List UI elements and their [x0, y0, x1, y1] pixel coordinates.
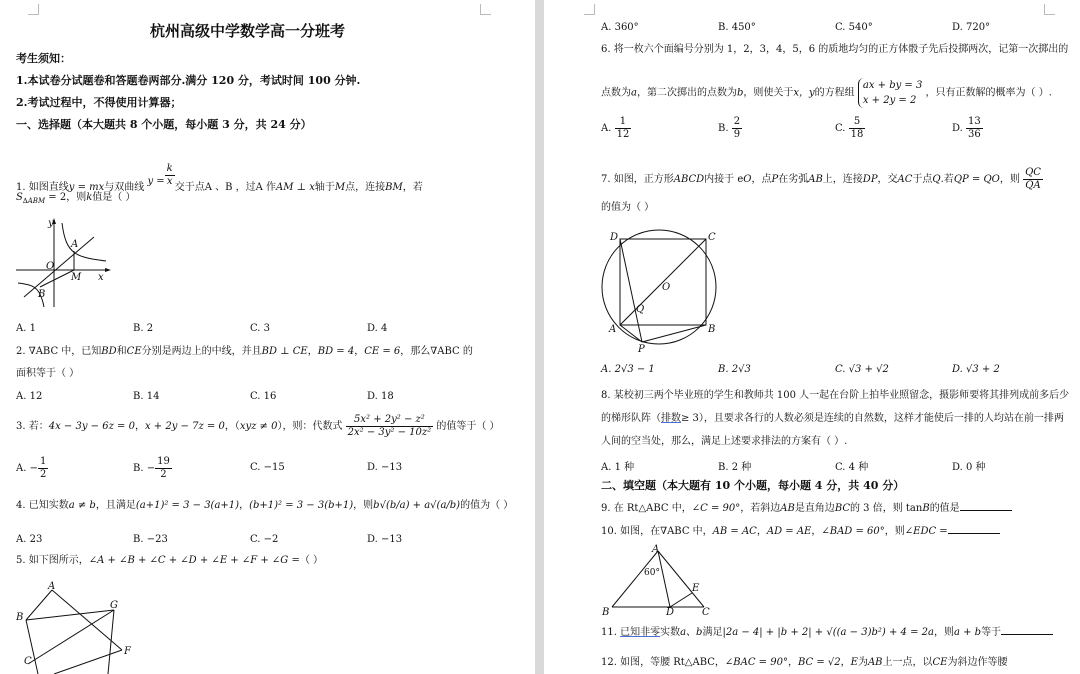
- question-3-option-b: B. − $\frac{19}{2}$: [133, 456, 170, 480]
- question-3-option-c: C. −15: [250, 462, 285, 473]
- svg-text:D: D: [610, 232, 619, 243]
- question-8-option-a: A. 1 种: [601, 462, 635, 473]
- svg-text:M: M: [71, 272, 82, 283]
- question-7-text-cont: 的值为（ ）: [601, 202, 655, 213]
- svg-text:A: A: [48, 581, 56, 592]
- question-8-option-d: D. 0 种: [952, 462, 986, 473]
- question-6-text-cont: 点数为a，第二次掷出的点数为b，则使关于x，y的方程组 ax + by = 3 x + 2y = 2 ，只有正数解的概率为（ ）.: [601, 80, 1052, 106]
- question-1-option-d: D. 4: [367, 323, 388, 334]
- question-12-text: 12. 如图，等腰 Rt△ABC，∠BAC = 90°，BC = √2，E为AB上一点，以CE为斜边作等腰: [601, 657, 1008, 668]
- question-10-figure: [600, 543, 720, 619]
- question-1-figure: [14, 215, 114, 310]
- svg-text:C: C: [702, 607, 710, 618]
- question-6-option-c: C. $\frac{5}{18}$: [835, 116, 864, 140]
- question-9-text: 9. 在 Rt△ABC 中，∠C = 90°，若斜边AB是直角边BC的 3 倍，则 tanB的值是: [601, 503, 1012, 515]
- svg-text:y: y: [48, 218, 54, 229]
- svg-text:B: B: [16, 612, 24, 623]
- question-7-figure: [600, 228, 720, 353]
- notice-item-1: 1.本试卷分试题卷和答题卷两部分.满分 120 分，考试时间 100 分钟.: [16, 74, 361, 87]
- question-1-text: 1. 如图直线y = mx与双曲线 y = $\frac{k}{x}$ 交于点A 、B ，过A 作AM ⊥ x轴于M点，连接BM，若: [16, 163, 423, 193]
- question-7-option-a: A. 2√3 − 1: [601, 364, 655, 375]
- question-2-text-cont: 面积等于（ ）: [16, 368, 80, 379]
- question-7-option-c: C. √3 + √2: [835, 364, 889, 375]
- margin-mark: [584, 4, 595, 15]
- right-page: [544, 0, 1080, 674]
- page-gap: [535, 0, 544, 674]
- question-2-option-c: C. 16: [250, 391, 277, 402]
- question-4-text: 4. 已知实数a ≠ b，且满足(a+1)² = 3 − 3(a+1)，(b+1)² = 3 − 3(b+1)，则b√(b/a) + a√(a/b)的值为（ ）: [16, 500, 514, 511]
- question-5-figure: [14, 580, 144, 674]
- question-4-option-d: D. −13: [367, 534, 403, 545]
- notice-item-2: 2.考试过程中，不得使用计算器；: [16, 96, 182, 109]
- svg-text:E: E: [692, 583, 700, 594]
- question-3-option-d: D. −13: [367, 462, 403, 473]
- question-8-text-cont: 的梯形队阵（排数≥ 3），且要求各行的人数必须是连续的自然数，这样才能使后一排的人均站在前一排两: [601, 413, 1064, 424]
- question-5-option-c: C. 540°: [835, 22, 873, 33]
- svg-text:F: F: [124, 646, 131, 657]
- svg-text:x: x: [98, 272, 104, 283]
- margin-mark: [28, 4, 39, 15]
- question-3-text: 3. 若：4x − 3y − 6z = 0，x + 2y − 7z = 0，（xyz ≠ 0），则：代数式 $\frac{\text{5x² + 2y² − z²}}{\text{2x² − 3y² − 10z²}}$ 的值等于（ ）: [16, 414, 500, 438]
- question-3-option-a: A. − $\frac{1}{2}$: [16, 456, 47, 480]
- question-5-text: 5. 如下图所示，∠A + ∠B + ∠C + ∠D + ∠E + ∠F + ∠G =（ ）: [16, 555, 324, 566]
- answer-blank-9[interactable]: [960, 510, 1012, 511]
- svg-text:O: O: [662, 282, 671, 293]
- question-10-text: 10. 如图，在∇ABC 中，AB = AC，AD = AE，∠BAD = 60°，则∠EDC =: [601, 526, 1000, 538]
- question-7-option-b: B. 2√3: [718, 364, 751, 375]
- svg-text:60°: 60°: [644, 568, 660, 578]
- svg-text:Q: Q: [636, 304, 645, 315]
- question-4-option-a: A. 23: [16, 534, 43, 545]
- question-8-option-b: B. 2 种: [718, 462, 752, 473]
- question-1-option-a: A. 1: [16, 323, 36, 334]
- question-8-text-end: 人间的空当处，那么，满足上述要求排法的方案有（ ）.: [601, 436, 848, 447]
- svg-text:B: B: [602, 607, 610, 618]
- margin-mark: [480, 4, 491, 15]
- question-2-option-a: A. 12: [16, 391, 43, 402]
- answer-blank-10[interactable]: [948, 533, 1000, 534]
- svg-text:B: B: [708, 324, 716, 335]
- question-5-option-b: B. 450°: [718, 22, 756, 33]
- question-7-text: 7. 如图，正方形ABCD内接于 eO，点P在劣弧AB上，连接DP，交AC于点Q.若QP = QO，则 $\frac{QC}{QA}$: [601, 167, 1041, 191]
- question-2-option-b: B. 14: [133, 391, 160, 402]
- notice-heading: 考生须知：: [16, 52, 71, 65]
- section-heading-fill: 二、填空题（本大题有 10 个小题，每小题 4 分，共 40 分）: [601, 479, 905, 492]
- svg-text:O: O: [46, 261, 55, 272]
- svg-text:C: C: [708, 232, 716, 243]
- question-1-option-b: B. 2: [133, 323, 154, 334]
- svg-text:C: C: [24, 656, 32, 667]
- section-heading-choice: 一、选择题（本大题共 8 个小题，每小题 3 分，共 24 分）: [16, 118, 312, 131]
- question-1-text-cont: $S_{\Delta ABM} = 2$，则k值是（ ）: [16, 192, 136, 205]
- question-2-text: 2. ∇ABC 中，已知BD和CE分别是两边上的中线，并且BD ⊥ CE，BD = 4，CE = 6，那么∇ABC 的: [16, 346, 473, 357]
- question-6-option-d: D. $\frac{13}{36}$: [952, 116, 981, 140]
- question-6-option-a: A. $\frac{1}{12}$: [601, 116, 630, 140]
- question-8-text: 8. 某校初三两个毕业班的学生和教师共 100 人一起在台阶上拍毕业照留念，摄影师要将其排列成前多后少: [601, 390, 1070, 401]
- question-5-option-d: D. 720°: [952, 22, 991, 33]
- svg-text:P: P: [638, 344, 645, 353]
- svg-text:A: A: [609, 324, 617, 335]
- question-5-option-a: A. 360°: [601, 22, 639, 33]
- svg-text:D: D: [666, 607, 675, 618]
- question-2-option-d: D. 18: [367, 391, 394, 402]
- question-7-option-d: D. √3 + 2: [952, 364, 1000, 375]
- question-8-option-c: C. 4 种: [835, 462, 869, 473]
- margin-mark: [1044, 4, 1055, 15]
- svg-text:A: A: [71, 239, 79, 250]
- answer-blank-11[interactable]: [1001, 634, 1053, 635]
- question-4-option-b: B. −23: [133, 534, 168, 545]
- question-6-option-b: B. $\frac{2}{9}$: [718, 116, 741, 140]
- svg-text:G: G: [110, 600, 118, 611]
- svg-text:A: A: [652, 544, 660, 555]
- question-4-option-c: C. −2: [250, 534, 279, 545]
- left-page: [0, 0, 535, 674]
- question-1-option-c: C. 3: [250, 323, 271, 334]
- question-6-text: 6. 将一枚六个面编号分别为 1，2，3，4，5，6 的质地均匀的正方体骰子先后投掷两次，记第一次掷出的: [601, 44, 1069, 55]
- svg-text:B: B: [38, 289, 46, 300]
- document-title: 杭州高级中学数学高一分班考: [150, 22, 346, 40]
- question-11-text: 11. 已知非零实数a、b满足|2a − 4| + |b + 2| + √((a − 3)b²) + 4 = 2a，则a + b等于: [601, 627, 1053, 639]
